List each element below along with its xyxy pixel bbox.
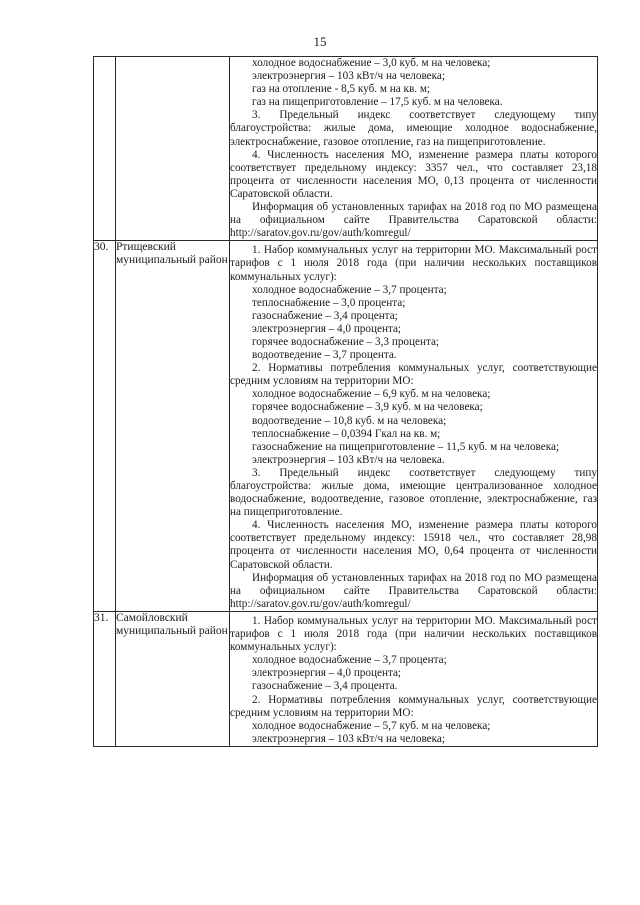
tariff-item: электроэнергия – 103 кВт/ч на человека;	[252, 70, 445, 83]
table-row	[94, 57, 598, 241]
row-number: 30.	[94, 241, 116, 612]
paragraph: 3. Предельный индекс соответствует следующему типу благоустройства: жилые дома, имеющие централизованное холодное водоснабжение, водоотведение, газовое отопление, электроснабжение, газ на пищеприготовление.	[230, 466, 597, 519]
paragraph: Информация об установленных тарифах на 2018 год по МО размещена на официальном сайте Правительства Саратовской области: http://saratov.gov.ru/gov/auth/komregul/	[230, 571, 597, 610]
tariff-item: электроэнергия – 4,0 процента;	[252, 667, 402, 680]
tariff-item: холодное водоснабжение – 3,7 процента;	[252, 654, 447, 667]
tariff-item: электроэнергия – 103 кВт/ч на человека;	[252, 732, 445, 745]
tariff-info-cell	[230, 241, 598, 612]
paragraph: 3. Предельный индекс соответствует следующему типу благоустройства: жилые дома, имеющие холодное водоснабжение, электроснабжение, газовое отопление, газ на пищеприготовление.	[230, 109, 597, 148]
tariff-item: теплоснабжение – 3,0 процента;	[252, 296, 406, 309]
table-row	[94, 241, 598, 612]
table-row	[94, 611, 598, 746]
tariff-item: водоотведение – 3,7 процента.	[252, 349, 397, 362]
tariff-item: холодное водоснабжение – 3,7 процента;	[252, 283, 447, 296]
municipality-name	[116, 57, 230, 241]
paragraph: 4. Численность населения МО, изменение размера платы которого соответствует предельному индексу: 3357 чел., что составляет 23,18 процента от численности населения МО, 0,13 процента от численности Саратовской области.	[230, 148, 597, 200]
tariff-item: газоснабжение – 3,4 процента.	[252, 680, 398, 693]
tariff-item: водоотведение – 10,8 куб. м на человека;	[252, 414, 447, 427]
tariff-item: электроэнергия – 103 кВт/ч на человека.	[252, 453, 445, 466]
tariff-item: холодное водоснабжение – 3,0 куб. м на человека;	[252, 57, 491, 69]
tariff-table	[93, 56, 598, 747]
page-number: 15	[313, 34, 327, 49]
paragraph: 4. Численность населения МО, изменение размера платы которого соответствует предельному индексу: 15918 чел., что составляет 28,98 процента от численности населения МО, 0,64 процента от численности Саратовской области.	[230, 519, 597, 571]
tariff-item: электроэнергия – 4,0 процента;	[252, 322, 402, 335]
tariff-item: газоснабжение – 3,4 процента;	[252, 309, 398, 322]
tariff-info-cell	[230, 57, 598, 241]
tariff-table-body	[94, 57, 598, 747]
municipality-name: Самойловский муниципальный район	[116, 611, 230, 746]
tariff-item: горячее водоснабжение – 3,3 процента;	[252, 335, 440, 348]
tariff-item: газ на отопление - 8,5 куб. м на кв. м;	[252, 83, 431, 96]
paragraph: 2. Нормативы потребления коммунальных услуг, соответствующие средним условиям на территории МО:	[230, 693, 597, 719]
tariff-item: газоснабжение на пищеприготовление – 11,5 куб. м на человека;	[252, 440, 560, 453]
municipality-name: Ртищевский муниципальный район	[116, 241, 230, 612]
tariff-item: газ на пищеприготовление – 17,5 куб. м на человека.	[252, 96, 503, 109]
tariff-item: холодное водоснабжение – 6,9 куб. м на человека;	[252, 388, 491, 401]
tariff-item: теплоснабжение – 0,0394 Гкал на кв. м;	[252, 427, 441, 440]
paragraph: 2. Нормативы потребления коммунальных услуг, соответствующие средним условиям на территории МО:	[230, 362, 597, 388]
paragraph: 1. Набор коммунальных услуг на территории МО. Максимальный рост тарифов с 1 июля 2018 года (при наличии нескольких поставщиков коммунальных услуг):	[230, 614, 597, 654]
tariff-info-cell	[230, 611, 598, 746]
paragraph: Информация об установленных тарифах на 2018 год по МО размещена на официальном сайте Правительства Саратовской области: http://saratov.gov.ru/gov/auth/komregul/	[230, 201, 597, 240]
row-number	[94, 57, 116, 241]
row-number: 31.	[94, 611, 116, 746]
tariff-item: холодное водоснабжение – 5,7 куб. м на человека;	[252, 719, 491, 732]
tariff-item: горячее водоснабжение – 3,9 куб. м на человека;	[252, 401, 483, 414]
paragraph: 1. Набор коммунальных услуг на территории МО. Максимальный рост тарифов с 1 июля 2018 года (при наличии нескольких поставщиков коммунальных услуг):	[230, 244, 597, 283]
